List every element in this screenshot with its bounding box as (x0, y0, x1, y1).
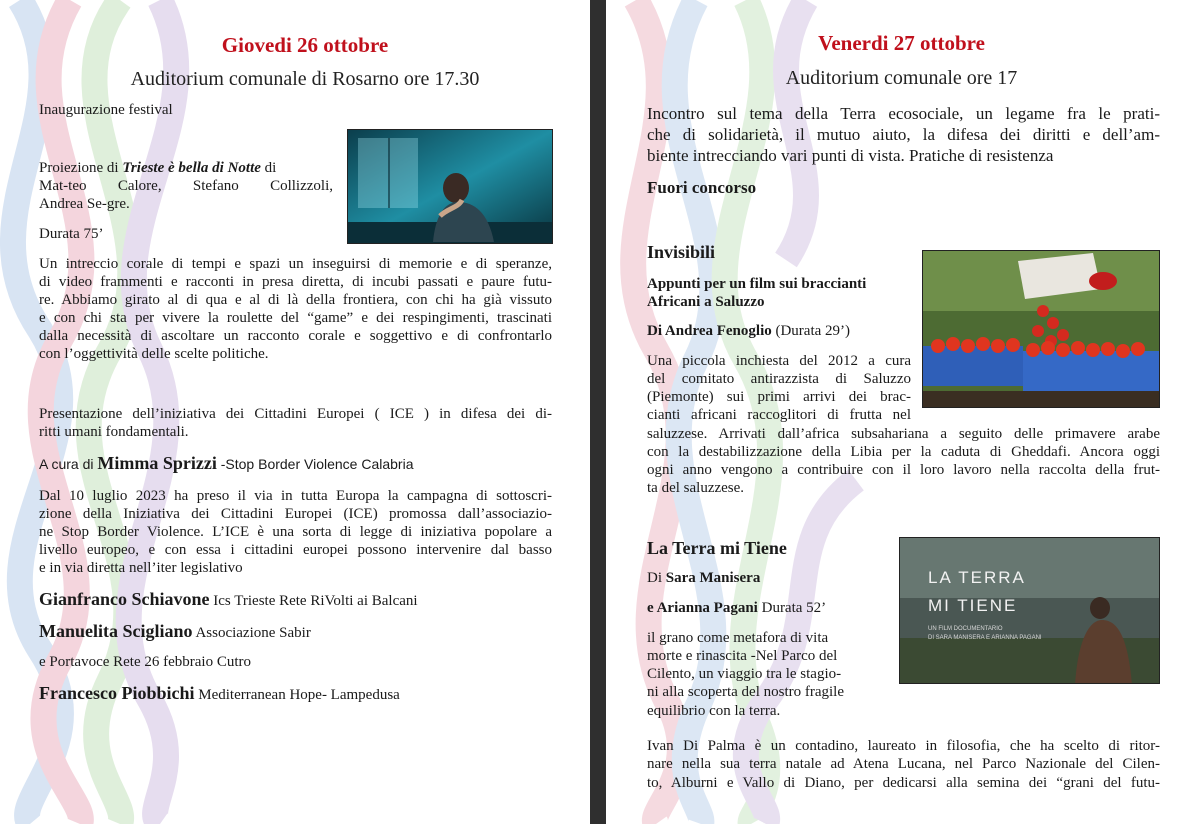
film1-body-line: saluzzese. Arrivati dall’africa subsahariana a seguito delle primavere arabe (647, 426, 1160, 442)
day-title: Venerdi 27 ottobre (818, 31, 985, 55)
poster-credit-line: UN FILM DOCUMENTARIO (928, 626, 1003, 632)
page-right (606, 0, 1197, 824)
speaker-role: Mediterranean Hope- Lampedusa (194, 687, 400, 703)
projection-prefix: Proiezione di (39, 160, 123, 176)
la-terra-mi-tiene-poster (899, 537, 1160, 684)
projection-line-1 (39, 159, 333, 177)
speaker-role: e Portavoce Rete 26 febbraio Cutro (39, 654, 252, 670)
film-still-image (347, 129, 553, 244)
speaker-role: Associazione Sabir (192, 625, 311, 641)
film1-subtitle-line: Appunti per un film sui braccianti (647, 276, 867, 292)
film-title: Trieste è bella di Notte (122, 160, 261, 176)
speaker-name: Manuelita Scigliano (39, 621, 193, 641)
film1-body-line: Una piccola inchiesta del 2012 a cura (647, 353, 911, 369)
film2-director-line-1 (647, 569, 760, 587)
synopsis-line: Un intreccio corale di tempi e spazi un inseguirsi di memorie e di speranze, (39, 256, 552, 272)
ice-intro-line: ritti umani fondamentali. (39, 424, 189, 440)
speaker-row (39, 590, 418, 610)
speaker-name: Gianfranco Schiavone (39, 589, 210, 609)
venue-line: Auditorium comunale ore 17 (785, 67, 1018, 89)
film2-body-line: ni alla scoperta del nostro fragile (647, 684, 845, 700)
ivan-line: nare nella sua terra natale ad Atena Lucana, nel Parco Nazionale del Cilen- (647, 756, 1160, 772)
film2-body-line: equilibrio con la terra. (647, 703, 781, 719)
speaker-row (39, 653, 251, 671)
speaker-role: Ics Trieste Rete RiVolti ai Balcani (209, 593, 418, 609)
speaker-row (39, 684, 400, 704)
duration-label: Durata 75’ (39, 226, 104, 242)
speaker-row (39, 622, 311, 642)
film2-director-2: e Arianna Pagani (647, 600, 758, 616)
film2-body-line: Cilento, un viaggio tra le stagio- (647, 666, 842, 682)
film1-body-line: del comitato antirazzista di Saluzzo (647, 371, 911, 387)
ice-intro-line: Presentazione dell’iniziativa dei Cittadini Europei ( ICE ) in difesa dei di- (39, 406, 552, 422)
curator-org: -Stop Border Violence Calabria (216, 456, 414, 472)
film1-duration: (Durata 29’) (771, 323, 851, 339)
film2-body-line: morte e rinascita -Nel Parco del (647, 648, 838, 664)
projection-suffix: di (260, 160, 277, 176)
film1-body-line: (Piemonte) sui primi arrivi dei brac- (647, 389, 911, 405)
film-still-man-icon (348, 130, 553, 244)
tomato-harvest-image (922, 250, 1160, 408)
intro-line: Incontro sul tema della Terra ecosociale, un legame fra le prati- (647, 104, 1160, 123)
synopsis-line: di video frammenti e racconti in presa diretta, di incubi passati e paure futu- (39, 274, 552, 290)
curated-prefix: A cura di (39, 456, 98, 472)
curated-by-line (39, 454, 414, 474)
tomato-harvest-icon (923, 251, 1160, 408)
film2-duration: Durata 52’ (757, 600, 827, 616)
ice-body-line: e in via diretta nell’iter legislativo (39, 560, 243, 576)
film1-body-line: cianti africani raccoglitori di frutta nel (647, 407, 911, 423)
film1-director: Di Andrea Fenoglio (647, 323, 772, 339)
synopsis-line: dalla necessità di ascoltare un racconto corale e soggettivo e di confrontarlo (39, 328, 552, 344)
page-left (0, 0, 590, 824)
projection-line-2: Mat-teo Calore, Stefano Collizzoli, (39, 178, 333, 194)
ice-body-line: ne Stop Border Violence. L’ICE è una sorta di legge di iniziativa popolare a (39, 524, 552, 540)
film1-body-line: ta del saluzzese. (647, 480, 745, 496)
ice-body-line: zione della Iniziativa dei Cittadini Europei (ICE) promossa dall’associazio- (39, 506, 552, 522)
poster-title-line: MI TIENE (928, 596, 1018, 615)
film1-body-line: con la destabilizzazione della Libia per la caduta di Gheddafi. Ancora oggi (647, 444, 1160, 460)
synopsis-line: re. Abbiamo girato al di qua e al di là della frontiera, con chi ha già vissuto (39, 292, 552, 308)
poster-credit-line: DI SARA MANISERA E ARIANNA PAGANI (928, 635, 1042, 641)
film2-title: La Terra mi Tiene (647, 538, 787, 558)
film1-credit (647, 322, 850, 340)
film2-director-line-2 (647, 599, 826, 617)
ice-body-line: livello europeo, e con essa i cittadini europei possono intervenire dal basso (39, 542, 552, 558)
film2-director-1: Sara Manisera (665, 570, 761, 586)
curator-name: Mimma Sprizzi (97, 453, 217, 473)
film2-director-prefix: Di (647, 570, 666, 586)
intro-line: biente intrecciando vari punti di vista. Pratiche di resistenza (647, 146, 1054, 165)
intro-line: che di solidarietà, il mutuo aiuto, la difesa dei diritti e dell’am- (647, 125, 1160, 144)
opening-label: Inaugurazione festival (39, 102, 173, 118)
day-title: Giovedi 26 ottobre (221, 33, 389, 57)
out-of-competition-label: Fuori concorso (647, 178, 757, 197)
synopsis-line: e con chi sta per vivere la roulette del “game” e dei respingimenti, trascinati (39, 310, 552, 326)
film1-subtitle-line: Africani a Saluzzo (647, 294, 765, 310)
ice-body-line: Dal 10 luglio 2023 ha preso il via in tutta Europa la campagna di sottoscri- (39, 488, 552, 504)
film1-title: Invisibili (647, 242, 716, 262)
projection-line-3: Andrea Se-gre. (39, 196, 130, 212)
film1-body-line: ogni anno vengono a contribuire con il loro lavoro nella raccolta della frut- (647, 462, 1160, 478)
film2-body-line: il grano come metafora di vita (647, 630, 829, 646)
speaker-name: Francesco Piobbichi (39, 683, 195, 703)
ivan-line: to, Alburni e Vallo di Diano, per dedicarsi alla semina dei “grani del futu- (647, 775, 1160, 791)
ivan-line: Ivan Di Palma è un contadino, laureato in filosofia, che ha scelto di ritor- (647, 738, 1160, 754)
synopsis-line: con l’oggettività delle scelte politiche. (39, 346, 269, 362)
poster-title-line: LA TERRA (928, 568, 1026, 587)
page-gutter (590, 0, 606, 824)
venue-line: Auditorium comunale di Rosarno ore 17.30 (130, 68, 480, 90)
